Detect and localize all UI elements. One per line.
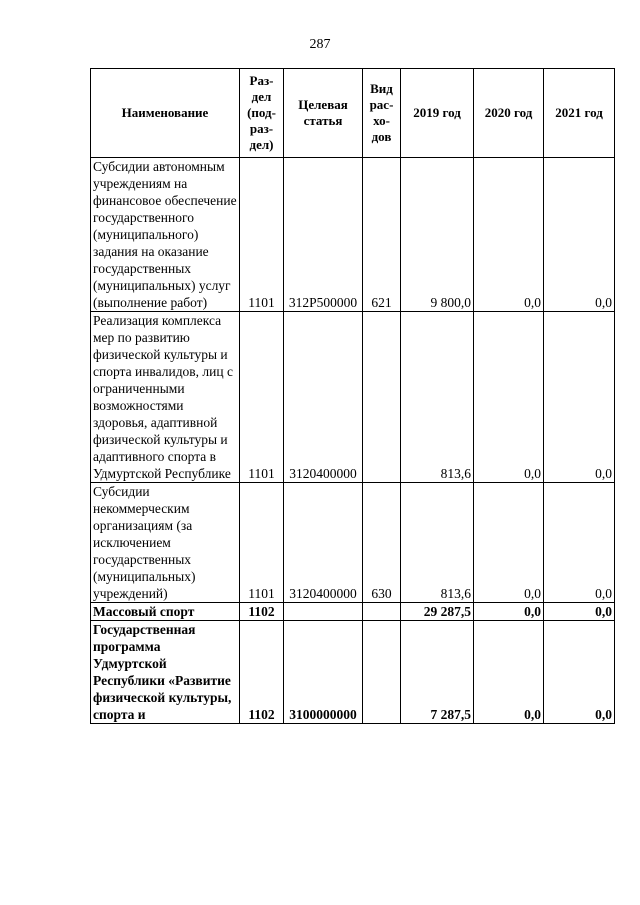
col-header-vid: Вид рас- хо- дов [363,69,401,158]
row-2021: 0,0 [544,483,615,603]
row-2021: 0,0 [544,621,615,724]
col-header-razdel: Раз- дел (под- раз- дел) [240,69,284,158]
row-name: Субсидии некоммерческим организациям (за исключением государственных (муниципальных) учреждений) [91,483,240,603]
row-2019: 813,6 [401,483,474,603]
row-celevaya [284,603,363,621]
row-vid: 630 [363,483,401,603]
table-row [91,158,615,312]
page-number: 287 [309,37,331,52]
row-name: Реализация комплекса мер по развитию физической культуры и спорта инвалидов, лиц с ограниченными возможностями здоровья, адаптивной физической культуры и адаптивного спорта в Удмуртской Республике [91,312,240,483]
col-header-2019: 2019 год [401,69,474,158]
row-2020: 0,0 [474,603,544,621]
row-2020: 0,0 [474,312,544,483]
col-header-name: Наименование [91,69,240,158]
row-2021: 0,0 [544,312,615,483]
row-razdel: 1102 [240,603,284,621]
row-name: Субсидии автономным учреждениям на финансовое обеспечение государственного (муниципального) задания на оказание государственных (муниципальных) услуг (выполнение работ) [91,158,240,312]
row-2021: 0,0 [544,158,615,312]
col-header-celevaya: Целевая статья [284,69,363,158]
row-2019: 813,6 [401,312,474,483]
row-celevaya: 3100000000 [284,621,363,724]
col-header-2021: 2021 год [544,69,615,158]
row-2020: 0,0 [474,621,544,724]
row-vid [363,312,401,483]
table-row-section [91,603,615,621]
row-2019: 9 800,0 [401,158,474,312]
row-razdel: 1101 [240,483,284,603]
row-2019: 7 287,5 [401,621,474,724]
row-2020: 0,0 [474,158,544,312]
row-name: Массовый спорт [91,603,240,621]
row-2020: 0,0 [474,483,544,603]
row-razdel: 1102 [240,621,284,724]
budget-table [90,68,615,724]
col-header-2020: 2020 год [474,69,544,158]
row-celevaya: 312P500000 [284,158,363,312]
table-row-program [91,621,615,724]
table-row [91,312,615,483]
row-vid [363,621,401,724]
table-row [91,483,615,603]
table-header-row [91,69,615,158]
row-celevaya: 3120400000 [284,312,363,483]
row-2021: 0,0 [544,603,615,621]
row-2019: 29 287,5 [401,603,474,621]
row-name: Государственная программа Удмуртской Республики «Развитие физической культуры, спорта и [91,621,240,724]
row-razdel: 1101 [240,312,284,483]
row-razdel: 1101 [240,158,284,312]
row-vid: 621 [363,158,401,312]
row-vid [363,603,401,621]
row-celevaya: 3120400000 [284,483,363,603]
